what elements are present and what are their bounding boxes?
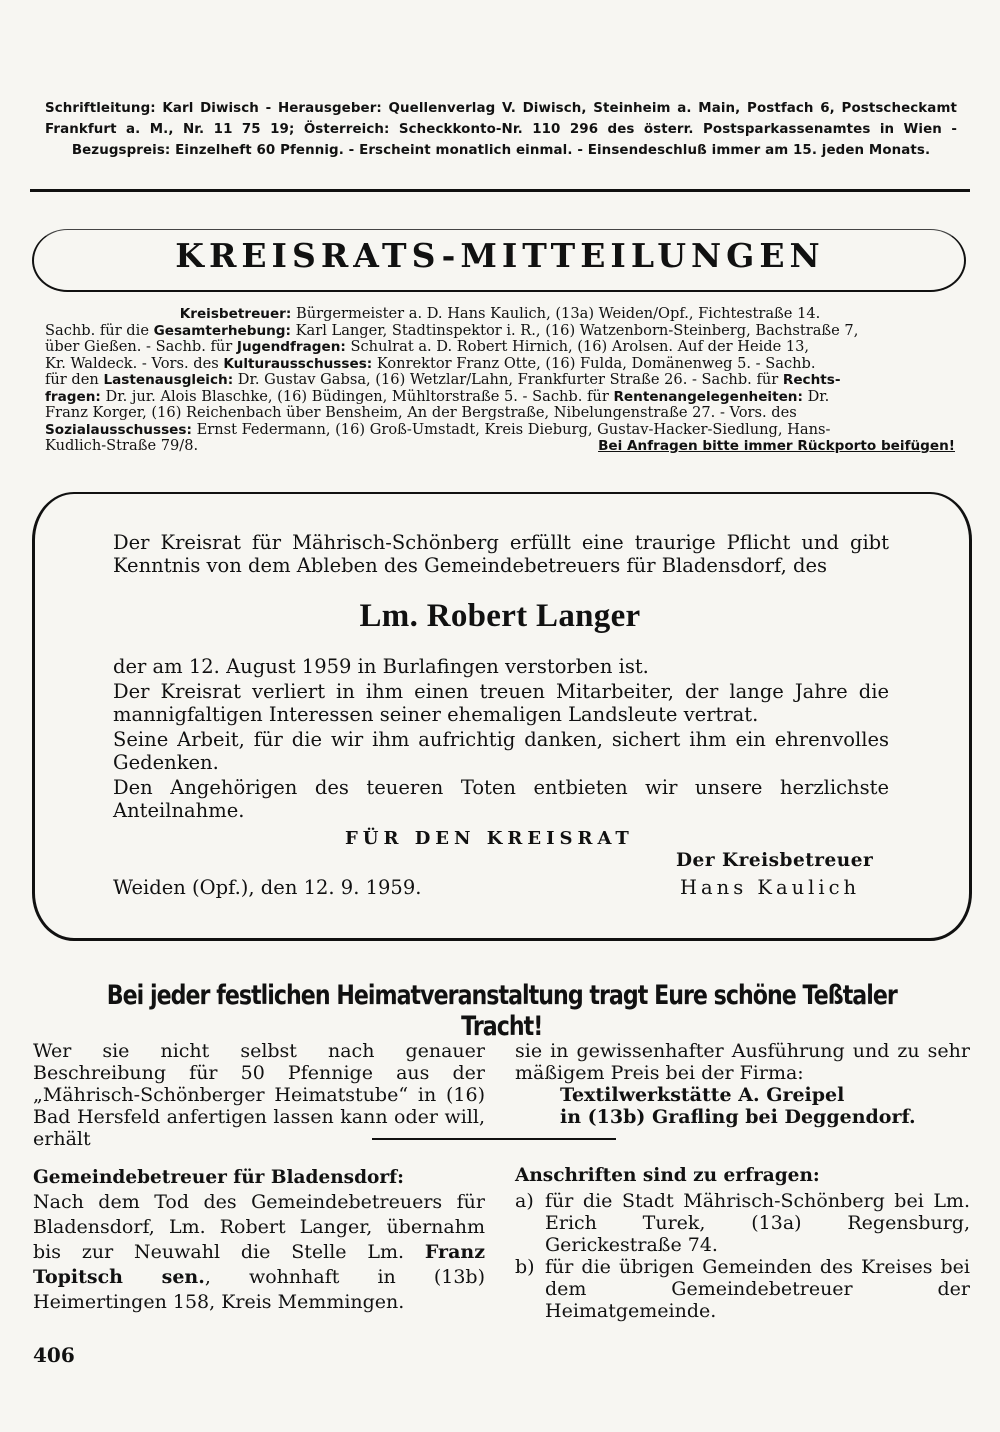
tracht-right-column [515,1040,970,1128]
contact-line: Kudlich-Straße 79/8. Bei Anfragen bitte immer Rückporto beifügen! [45,437,955,454]
signature-for: FÜR DEN KREISRAT [345,828,634,849]
obituary-paragraph: Seine Arbeit, für die wir ihm aufrichtig danken, sichert ihm ein ehrenvolles Gedenken. [113,728,889,774]
signer-name: Hans Kaulich [680,876,861,899]
obituary-paragraph: der am 12. August 1959 in Burlafingen verstorben ist. [113,655,649,678]
obituary-paragraph: Der Kreisrat verliert in ihm einen treuen Mitarbeiter, der lange Jahre die mannigfaltigen Interessen seiner ehemaligen Landsleute vertrat. [113,680,889,726]
section-rule [372,1138,616,1140]
kreisrat-contacts [45,306,955,455]
tracht-headline: Bei jeder festlichen Heimatveranstaltung tragt Eure schöne Teßtaler Tracht! [106,980,897,1042]
obituary-body [113,655,889,824]
contact-line: Kreisbetreuer: Bürgermeister a. D. Hans Kaulich, (13a) Weiden/Opf., Fichtestraße 14. [179,305,821,322]
contact-line: Sozialausschusses: Ernst Federmann, (16) Groß-Umstadt, Kreis Dieburg, Gustav-Hacker-Siedlung, Hans- [45,420,831,438]
tracht-left-column: Wer sie nicht selbst nach genauer Beschreibung für 50 Pfennige aus der „Mährisch-Schönberger Heimatstube“ in (16) Bad Hersfeld anfertigen lassen kann oder will, erhält [33,1040,485,1150]
contact-line: über Gießen. - Sachb. für Jugendfragen: Schulrat a. D. Robert Hirnich, (16) Arolsen. Auf der Heide 13, [45,338,810,355]
masthead-imprint: Schriftleitung: Karl Diwisch - Herausgeber: Quellenverlag V. Diwisch, Steinheim a. Main, Postfach 6, Postscheckamt Frankfurt a. M., Nr. 11 75 19; Österreich: Scheckkonto-Nr. 110 296 des österr. Postsparkassenamtes in Wien - Bezugspreis: Einzelheft 60 Pfennig. - Erscheint monatlich einmal. - Einsendeschluß immer am 15. jeden Monats. [45,101,957,158]
page-number: 406 [33,1343,75,1367]
signer-title: Der Kreisbetreuer [676,850,874,871]
anschriften-section [515,1165,970,1322]
contact-line: Franz Korger, (16) Reichenbach über Bensheim, An der Bergstraße, Nibelungenstraße 27. - Vors. des [45,404,797,421]
bladensdorf-text: Nach dem Tod des Gemeindebetreuers für Bladensdorf, Lm. Robert Langer, übernahm bis zur Neuwahl die Stelle Lm. Franz Topitsch sen., wohnhaft in (13b) Heimertingen 158, Kreis Memmingen. [33,1191,485,1313]
place-date: Weiden (Opf.), den 12. 9. 1959. [113,876,422,899]
contact-line: Kr. Waldeck. - Vors. des Kulturausschusses: Konrektor Franz Otte, (16) Fulda, Domänenweg 5. - Sachb. [45,354,816,372]
obituary-intro: Der Kreisrat für Mährisch-Schönberg erfüllt eine traurige Pflicht und gibt Kenntnis von dem Ableben des Gemeindebetreuers für Bladensdorf, des [113,531,889,577]
list-item: a) für die Stadt Mährisch-Schönberg bei Lm. Erich Turek, (13a) Regensburg, Gerickestraße 74. [515,1190,970,1256]
successor-name: Franz Topitsch sen. [33,1241,485,1288]
contact-line: fragen: Dr. jur. Alois Blaschke, (16) Büdingen, Mühltorstraße 5. - Sachb. für Rentenangelegenheiten: Dr. [45,387,830,405]
firm-name: Textilwerkstätte A. Greipel [560,1084,845,1106]
return-postage-note: Bei Anfragen bitte immer Rückporto beifügen! [598,438,955,454]
tracht-right-text: sie in gewissenhafter Ausführung und zu sehr mäßigem Preis bei der Firma: [515,1040,970,1084]
banner-title: KREISRATS-MITTEILUNGEN [175,236,825,275]
contact-line: für den Lastenausgleich: Dr. Gustav Gabsa, (16) Wetzlar/Lahn, Frankfurter Straße 26. - Sachb. für Rechts- [45,371,841,388]
bladensdorf-section [33,1165,485,1315]
firm-address: in (13b) Grafling bei Deggendorf. [560,1106,916,1128]
list-item: b) für die übrigen Gemeinden des Kreises bei dem Gemeindebetreuer der Heimatgemeinde. [515,1256,970,1322]
bladensdorf-heading: Gemeindebetreuer für Bladensdorf: [33,1167,404,1188]
deceased-name: Lm. Robert Langer [359,598,641,634]
contact-line: Sachb. für die Gesamterhebung: Karl Langer, Stadtinspektor i. R., (16) Watzenborn-Steinberg, Bachstraße 7, [45,321,859,339]
anschriften-heading: Anschriften sind zu erfragen: [515,1165,820,1186]
top-rule [30,189,970,192]
obituary-paragraph: Den Angehörigen des teueren Toten entbieten wir unsere herzlichste Anteilnahme. [113,776,889,822]
